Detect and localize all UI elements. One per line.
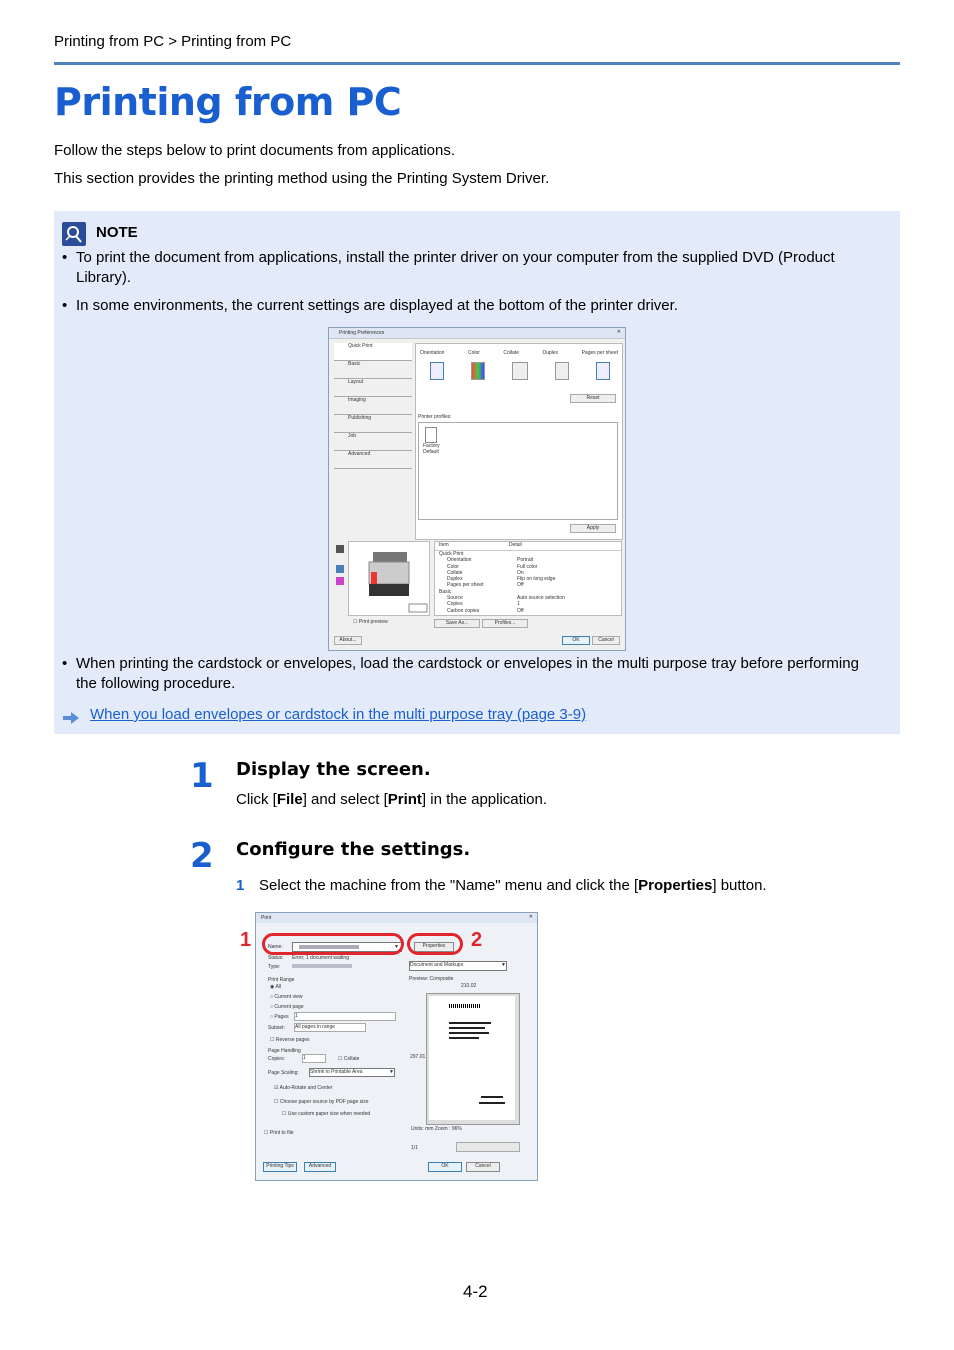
table-cell-detail: 1 — [517, 601, 520, 608]
col-duplex: Duplex — [542, 350, 559, 356]
note-icon — [62, 222, 86, 246]
color-icon[interactable] — [471, 362, 485, 380]
close-icon[interactable]: ✕ — [616, 329, 621, 335]
copies-input[interactable]: 1 — [302, 1054, 326, 1063]
profiles-button[interactable]: Profiles... — [482, 619, 528, 628]
bullet-marker: • — [62, 655, 68, 672]
bullet-marker: • — [62, 297, 68, 314]
step-1-text: Click [File] and select [Print] in the application. — [236, 791, 548, 808]
preview-width: 210.02 — [461, 983, 477, 989]
substep-number-1: 1 — [236, 877, 245, 894]
table-cell-detail: Off — [517, 607, 524, 614]
comments-select[interactable]: Document and Markups ▼ — [409, 961, 507, 971]
scaling-label: Page Scaling: — [268, 1070, 299, 1076]
print-to-file-checkbox[interactable]: ☐ Print to file — [264, 1130, 294, 1136]
print-cancel-button[interactable]: Cancel — [466, 1162, 500, 1172]
radio-current-page[interactable]: ○ Current page — [270, 1004, 304, 1010]
tab-publishing[interactable]: Publishing — [334, 415, 412, 433]
table-cell-item: Orientation — [447, 557, 472, 564]
print-dialog-title: Print — [261, 915, 272, 921]
note-bullet-3: When printing the cardstock or envelopes, load the cardstock or envelopes in the multi purpose tray before performing the following procedure. — [76, 655, 859, 692]
page-slider[interactable] — [456, 1142, 520, 1152]
page-number: 4-2 — [463, 1282, 488, 1301]
table-cell-item: Carbon copies — [447, 607, 480, 614]
chevron-down-icon: ▼ — [394, 944, 399, 950]
callout-number-1: 1 — [240, 929, 252, 951]
page-handling-label: Page Handling — [268, 1048, 301, 1054]
radio-all[interactable]: ◉ All — [270, 984, 282, 990]
copies-label: Copies: — [268, 1056, 285, 1062]
reset-button[interactable]: Reset — [570, 394, 616, 403]
custom-size-checkbox[interactable]: ☐ Use custom paper size when needed — [282, 1111, 371, 1117]
note-bullet-2: In some environments, the current settings are displayed at the bottom of the printer driver. — [76, 297, 678, 314]
preview-label: Preview: Composite — [409, 976, 454, 982]
note-label: NOTE — [96, 224, 138, 241]
preview-height: 297.01 — [410, 1054, 426, 1060]
note-bullet-1: To print the document from applications, install the printer driver on your computer from the supplied DVD (Product Library). — [76, 249, 835, 286]
settings-summary-table — [434, 541, 622, 616]
callout-name-ring — [262, 933, 404, 955]
auto-rotate-checkbox[interactable]: ☑ Auto-Rotate and Center — [274, 1085, 333, 1091]
print-preview-checkbox[interactable]: ☐ Print preview — [353, 619, 388, 625]
table-row — [435, 608, 621, 614]
callout-number-2: 2 — [471, 929, 483, 951]
print-range-label: Print Range — [268, 977, 295, 983]
header-rule — [54, 62, 900, 65]
table-cell-item: Color — [447, 563, 459, 570]
radio-pages[interactable]: ○ Pages — [270, 1014, 289, 1020]
save-as-button[interactable]: Save As... — [434, 619, 480, 628]
pages-input[interactable]: 1 — [294, 1012, 396, 1021]
scaling-select[interactable]: Shrink to Printable Area ▼ — [310, 1069, 394, 1075]
collate-icon[interactable] — [512, 362, 528, 380]
substep-1-text: Select the machine from the "Name" menu and click the [Properties] button. — [259, 877, 767, 894]
orientation-icon[interactable] — [430, 362, 444, 380]
table-header-item: Item — [439, 542, 449, 548]
tab-job[interactable]: Job — [334, 433, 412, 451]
table-cell-item: Collate — [447, 569, 463, 576]
tab-quick-print[interactable]: Quick Print — [334, 343, 412, 361]
table-cell-detail: Full color — [517, 563, 538, 570]
printer-image — [348, 541, 430, 616]
close-icon[interactable]: ✕ — [528, 914, 533, 920]
table-cell-detail: Off — [517, 582, 524, 589]
name-label: Name: — [268, 944, 283, 950]
properties-button[interactable]: Properties — [414, 942, 454, 952]
step-1-heading: Display the screen. — [236, 759, 431, 780]
subset-select[interactable]: All pages in range — [294, 1023, 366, 1032]
page-title: Printing from PC — [54, 80, 402, 124]
table-cell-detail: On — [517, 569, 524, 576]
choose-source-checkbox[interactable]: ☐ Choose paper source by PDF page size — [274, 1099, 369, 1105]
tab-advanced[interactable]: Advanced — [334, 451, 412, 469]
tab-layout[interactable]: Layout — [334, 379, 412, 397]
profile-factory-default[interactable]: Factory Default — [423, 443, 440, 455]
units-zoom: Units: mm Zoom : 96% — [411, 1126, 462, 1132]
type-value — [292, 964, 352, 968]
printing-tips-button[interactable]: Printing Tips — [263, 1162, 297, 1172]
chevron-down-icon: ▼ — [501, 962, 506, 968]
table-cell-detail: Portrait — [517, 557, 534, 564]
step-2-heading: Configure the settings. — [236, 839, 471, 860]
apply-button[interactable]: Apply — [570, 524, 616, 533]
col-color: Color — [467, 350, 480, 356]
chevron-down-icon: ▼ — [389, 1069, 394, 1075]
prefs-cancel-button[interactable]: Cancel — [592, 636, 620, 645]
collate-checkbox[interactable]: ☐ Collate — [338, 1056, 360, 1062]
intro-paragraph-1: Follow the steps below to print documents from applications. — [54, 142, 456, 159]
arrow-right-icon — [62, 711, 80, 725]
print-ok-button[interactable]: OK — [428, 1162, 462, 1172]
duplex-icon[interactable] — [555, 362, 569, 380]
subset-label: Subset: — [268, 1025, 285, 1031]
intro-paragraph-2: This section provides the printing method using the Printing System Driver. — [54, 170, 550, 187]
table-cell-item: Source — [447, 595, 463, 602]
table-cell-item: Copies — [447, 601, 463, 608]
breadcrumb: Printing from PC > Printing from PC — [54, 33, 292, 50]
prefs-title: Printing Preferences — [339, 330, 385, 336]
table-cell-item: Pages per sheet — [447, 582, 484, 589]
tab-imaging[interactable]: Imaging — [334, 397, 412, 415]
advanced-button[interactable]: Advanced — [304, 1162, 336, 1172]
table-cell-detail: Flip on long edge — [517, 576, 556, 583]
profiles-list[interactable] — [418, 422, 618, 520]
reference-link[interactable]: When you load envelopes or cardstock in the multi purpose tray (page 3-9) — [90, 706, 587, 723]
step-number-1: 1 — [190, 756, 214, 796]
profile-page-icon — [425, 427, 437, 443]
preview-area — [426, 993, 520, 1125]
about-button[interactable]: About... — [334, 636, 362, 645]
prefs-ok-button[interactable]: OK — [562, 636, 590, 645]
page-count: 1/1 — [411, 1145, 418, 1151]
col-orientation: Orientation — [420, 350, 445, 356]
table-cell-item: Duplex — [447, 576, 463, 583]
profiles-label: Printer profiles: — [418, 414, 452, 420]
radio-current-view[interactable]: ○ Current view — [270, 994, 303, 1000]
status-label: Status: — [268, 955, 284, 961]
step-number-2: 2 — [190, 836, 214, 876]
table-header-detail: Detail — [509, 542, 522, 548]
type-label: Type: — [268, 964, 281, 970]
tab-basic[interactable]: Basic — [334, 361, 412, 379]
printing-preferences-screenshot — [328, 327, 626, 651]
reverse-checkbox[interactable]: ☐ Reverse pages — [270, 1037, 310, 1043]
table-cell-item: Basic — [439, 588, 452, 595]
side-icon-strip — [334, 541, 348, 615]
print-preview-label: Print preview — [358, 619, 388, 625]
table-cell-detail: Auto source selection — [517, 595, 565, 602]
table-cell-item: Quick Print — [439, 551, 464, 557]
col-pages-per-sheet: Pages per sheet — [581, 350, 618, 356]
callout-properties-ring — [407, 933, 463, 955]
bullet-marker: • — [62, 249, 68, 266]
pages-per-sheet-icon[interactable] — [596, 362, 610, 380]
status-value: Error; 1 document waiting — [292, 955, 349, 961]
col-collate: Collate — [503, 350, 519, 356]
